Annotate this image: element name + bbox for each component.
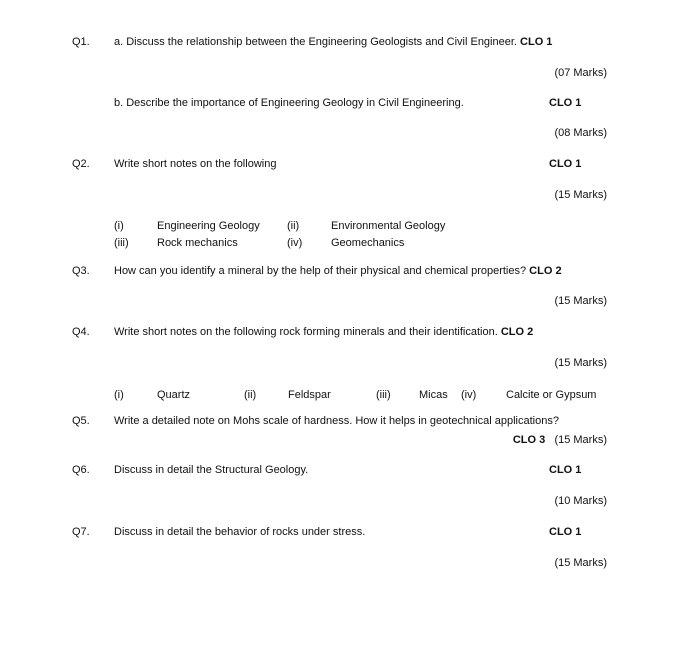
clo-label: CLO 1 (549, 464, 582, 476)
list-item: Quartz (157, 389, 191, 401)
clo-label: CLO 1 (549, 158, 582, 170)
question-text: Write short notes on the following (114, 158, 277, 170)
clo-label: CLO 2 (500, 326, 534, 338)
marks-label: (10 Marks) (554, 495, 607, 507)
marks-label: (15 Marks) (554, 434, 607, 446)
list-item-label: (i) (114, 389, 124, 401)
question-number: Q4. (72, 326, 90, 338)
question-text (114, 325, 533, 339)
marks-label: (15 Marks) (554, 189, 607, 201)
question-number: Q7. (72, 526, 90, 538)
clo-marks-line (513, 433, 607, 447)
list-item: Engineering Geology (157, 220, 260, 232)
list-item-label: (ii) (244, 389, 257, 401)
list-item-label: (iii) (376, 389, 391, 401)
marks-label: (15 Marks) (554, 295, 607, 307)
question-number: Q1. (72, 36, 90, 48)
question-number: Q5. (72, 415, 90, 427)
list-item: Calcite or Gypsum (506, 389, 597, 401)
question-number: Q2. (72, 158, 90, 170)
question-number: Q6. (72, 464, 90, 476)
marks-label: (07 Marks) (554, 67, 607, 79)
list-item: Rock mechanics (157, 237, 238, 249)
list-item-label: (i) (114, 220, 124, 232)
list-item-label: (ii) (287, 220, 300, 232)
question-text: Write a detailed note on Mohs scale of hardness. How it helps in geotechnical applications? (114, 415, 559, 427)
question-text-body: a. Discuss the relationship between the Engineering Geologists and Civil Engineer. (114, 36, 517, 48)
question-text-body: Write short notes on the following rock forming minerals and their identification. (114, 326, 498, 338)
question-text-body: How can you identify a mineral by the help of their physical and chemical properties? (114, 265, 527, 277)
clo-label: CLO 1 (549, 526, 582, 538)
list-item-label: (iii) (114, 237, 129, 249)
list-item-label: (iv) (461, 389, 477, 401)
list-item: Micas (419, 389, 448, 401)
marks-label: (08 Marks) (554, 127, 607, 139)
question-text: b. Describe the importance of Engineering Geology in Civil Engineering. (114, 97, 464, 109)
clo-label: CLO 2 (529, 265, 562, 277)
question-text (114, 264, 562, 278)
question-text (114, 35, 552, 49)
list-item: Geomechanics (331, 237, 405, 249)
clo-label: CLO 1 (520, 36, 553, 48)
clo-label: CLO 1 (549, 97, 582, 109)
question-text: Discuss in detail the behavior of rocks under stress. (114, 526, 366, 538)
marks-label: (15 Marks) (554, 557, 607, 569)
question-text: Discuss in detail the Structural Geology. (114, 464, 309, 476)
marks-label: (15 Marks) (554, 357, 607, 369)
list-item: Feldspar (288, 389, 331, 401)
list-item-label: (iv) (287, 237, 303, 249)
list-item: Environmental Geology (331, 220, 446, 232)
clo-label: CLO 3 (512, 434, 546, 446)
question-number: Q3. (72, 265, 90, 277)
